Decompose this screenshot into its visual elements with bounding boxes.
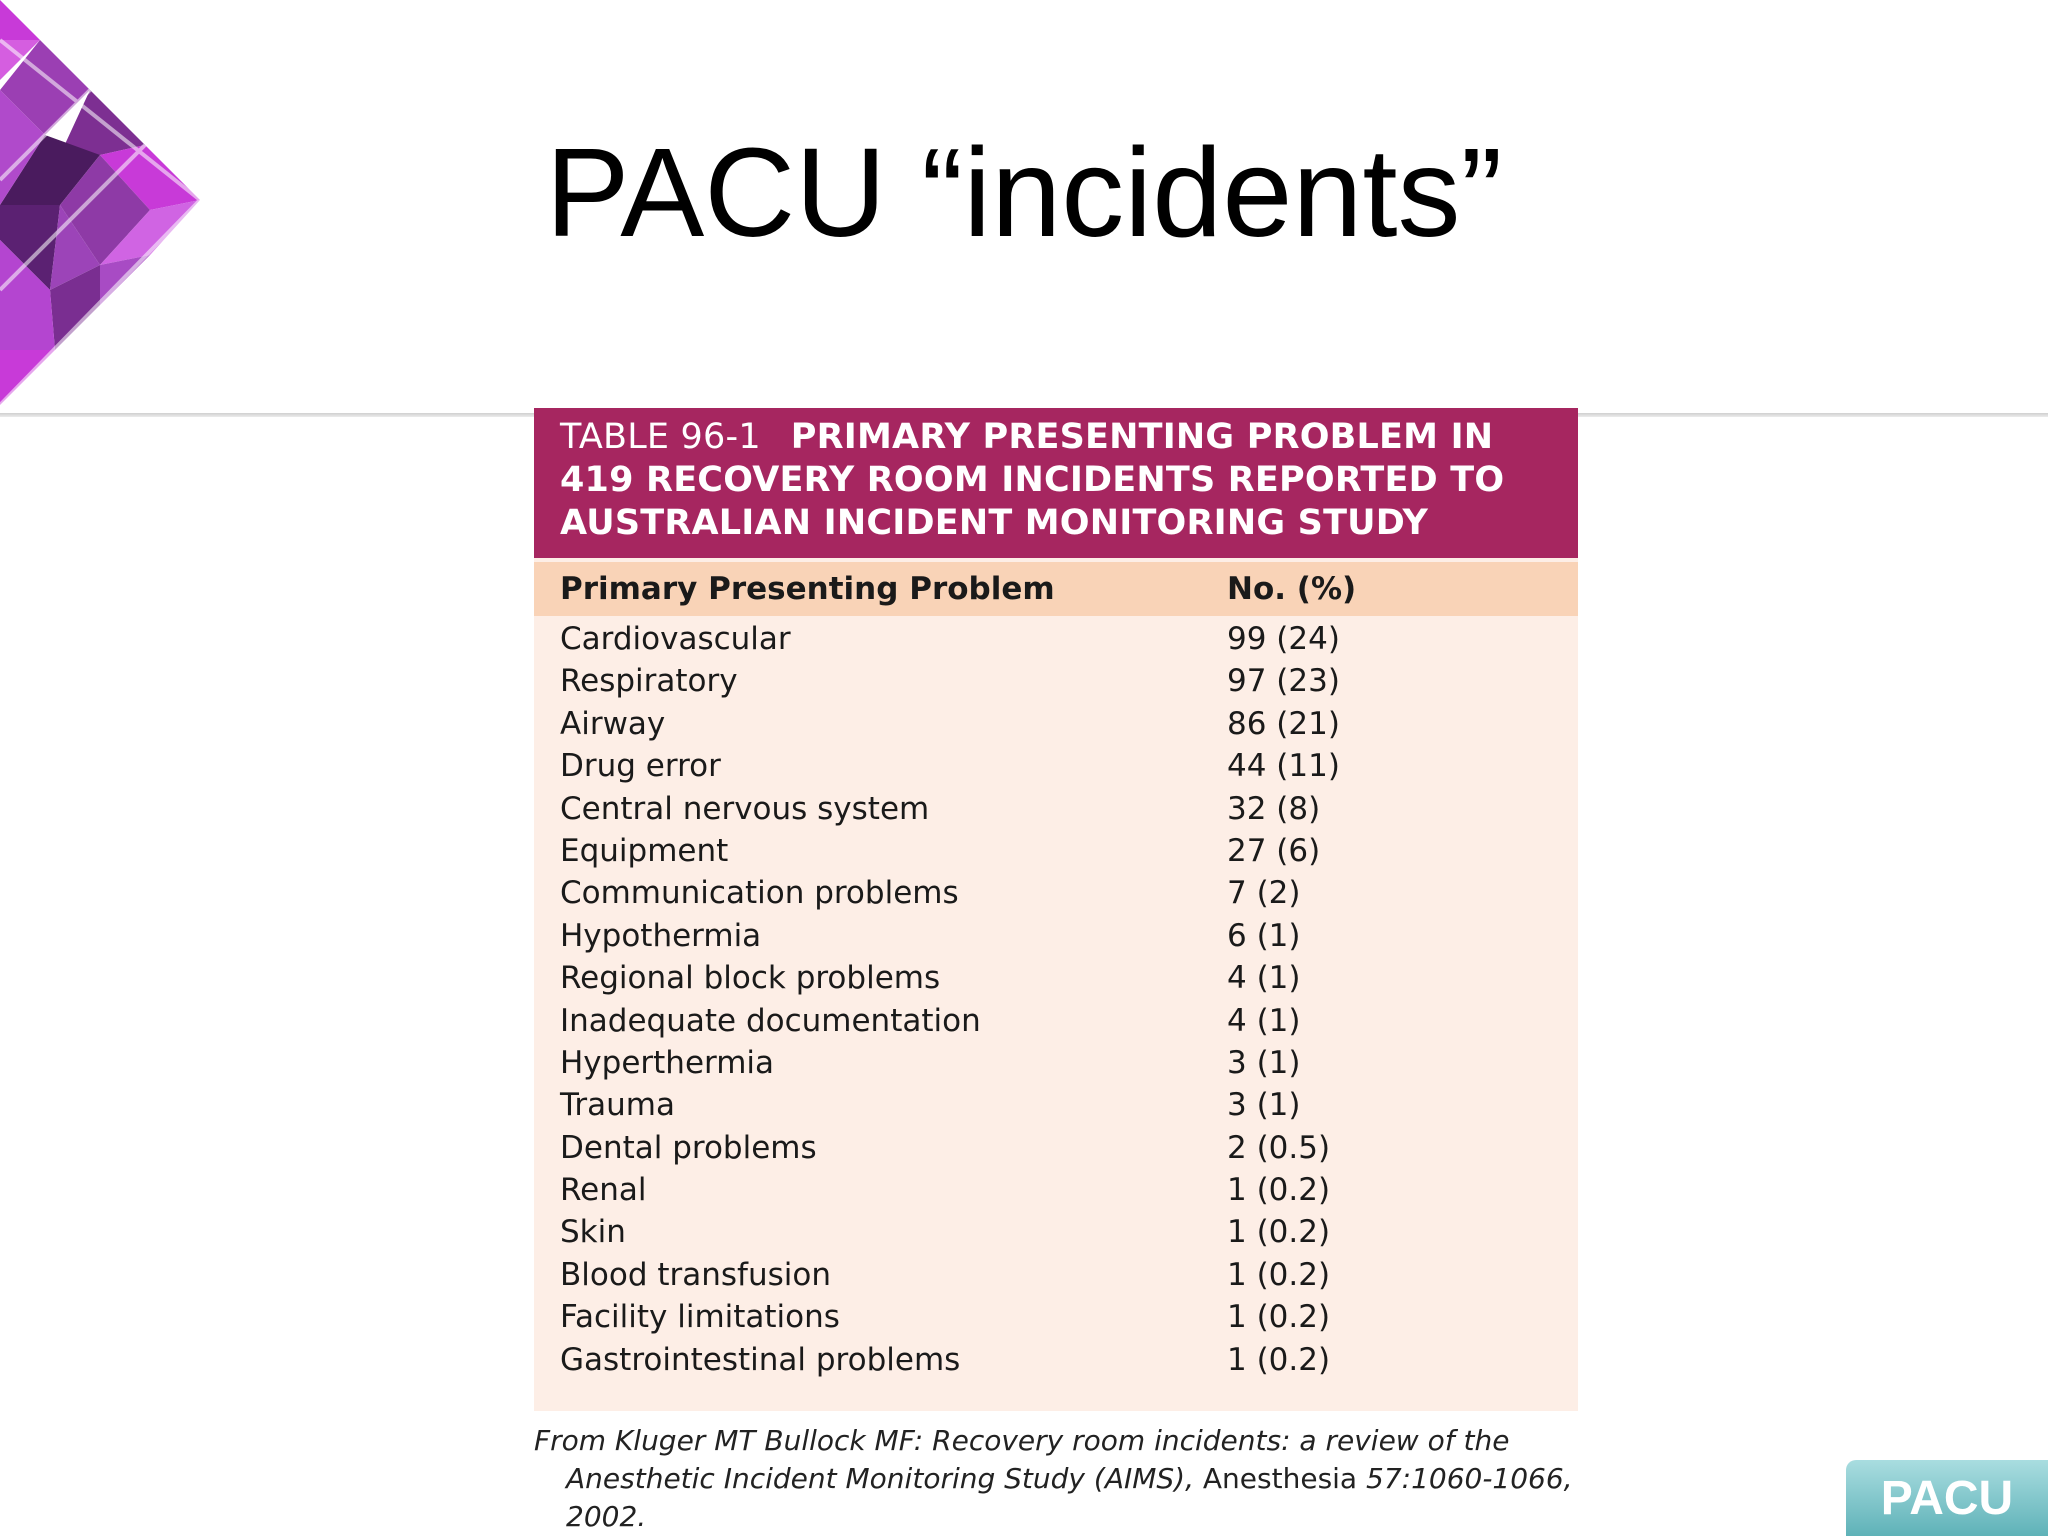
table-row bbox=[534, 1084, 1578, 1126]
table-body bbox=[534, 618, 1578, 1381]
table-row bbox=[534, 915, 1578, 957]
row-problem: Inadequate documentation bbox=[560, 1002, 981, 1039]
citation-part1: From Kluger MT Bullock MF: Recovery room incidents: a review of the bbox=[534, 1424, 1510, 1457]
row-problem: Equipment bbox=[560, 832, 729, 869]
row-problem: Gastrointestinal problems bbox=[560, 1341, 961, 1378]
row-count: 1 (0.2) bbox=[1227, 1214, 1331, 1251]
citation-part3: Anesthesia bbox=[1194, 1462, 1366, 1495]
table-caption-line3: AUSTRALIAN INCIDENT MONITORING STUDY bbox=[560, 503, 1429, 543]
row-problem: Dental problems bbox=[560, 1129, 817, 1166]
row-count: 3 (1) bbox=[1227, 1087, 1301, 1124]
table-row bbox=[534, 1000, 1578, 1042]
table-column-header bbox=[534, 562, 1578, 616]
table-row bbox=[534, 703, 1578, 745]
table-row bbox=[534, 1169, 1578, 1211]
row-problem: Trauma bbox=[560, 1087, 675, 1124]
table-caption-line2: 419 RECOVERY ROOM INCIDENTS REPORTED TO bbox=[560, 460, 1505, 500]
citation-part4: 57:1060-1066, bbox=[1366, 1462, 1573, 1495]
table-row bbox=[534, 618, 1578, 660]
table-row bbox=[534, 957, 1578, 999]
table-row bbox=[534, 1127, 1578, 1169]
row-problem: Blood transfusion bbox=[560, 1256, 831, 1293]
row-problem: Renal bbox=[560, 1172, 647, 1209]
table-row bbox=[534, 660, 1578, 702]
row-problem: Drug error bbox=[560, 748, 721, 785]
row-count: 1 (0.2) bbox=[1227, 1172, 1331, 1209]
row-count: 86 (21) bbox=[1227, 705, 1340, 742]
table-row bbox=[534, 1254, 1578, 1296]
table-row bbox=[534, 830, 1578, 872]
table-row bbox=[534, 788, 1578, 830]
table-row bbox=[534, 745, 1578, 787]
row-problem: Regional block problems bbox=[560, 960, 941, 997]
row-problem: Hypothermia bbox=[560, 917, 762, 954]
table-row bbox=[534, 1042, 1578, 1084]
row-count: 7 (2) bbox=[1227, 875, 1301, 912]
row-count: 27 (6) bbox=[1227, 832, 1321, 869]
logo-tile bbox=[0, 0, 40, 40]
table-caption-text1: PRIMARY PRESENTING PROBLEM IN bbox=[790, 417, 1494, 457]
citation-part5: 2002. bbox=[566, 1500, 647, 1533]
slide-title: PACU “incidents” bbox=[545, 122, 1503, 263]
table-row bbox=[534, 1211, 1578, 1253]
table-row bbox=[534, 1296, 1578, 1338]
row-problem: Central nervous system bbox=[560, 790, 930, 827]
row-problem: Airway bbox=[560, 705, 666, 742]
incidents-table bbox=[534, 408, 1578, 1411]
row-count: 4 (1) bbox=[1227, 1002, 1301, 1039]
row-count: 6 (1) bbox=[1227, 917, 1301, 954]
row-count: 2 (0.5) bbox=[1227, 1129, 1331, 1166]
column-header-problem: Primary Presenting Problem bbox=[560, 571, 1055, 607]
column-header-count: No. (%) bbox=[1227, 571, 1357, 607]
row-problem: Skin bbox=[560, 1214, 626, 1251]
citation-line2 bbox=[534, 1460, 1614, 1498]
row-problem: Cardiovascular bbox=[560, 621, 791, 657]
row-count: 1 (0.2) bbox=[1227, 1299, 1331, 1336]
row-count: 1 (0.2) bbox=[1227, 1341, 1331, 1378]
row-count: 32 (8) bbox=[1227, 790, 1321, 827]
row-count: 97 (23) bbox=[1227, 663, 1340, 700]
row-count: 1 (0.2) bbox=[1227, 1256, 1331, 1293]
table-row bbox=[534, 872, 1578, 914]
row-count: 99 (24) bbox=[1227, 621, 1340, 657]
table-caption bbox=[534, 408, 1578, 558]
table-row bbox=[534, 1339, 1578, 1381]
pacu-badge: PACU bbox=[1846, 1460, 2048, 1536]
row-count: 4 (1) bbox=[1227, 960, 1301, 997]
row-count: 44 (11) bbox=[1227, 748, 1340, 785]
table-caption-line1 bbox=[560, 416, 1552, 459]
row-count: 3 (1) bbox=[1227, 1044, 1301, 1081]
citation-part2: Anesthetic Incident Monitoring Study (AIMS), bbox=[566, 1462, 1194, 1495]
table-number: TABLE 96-1 bbox=[560, 417, 761, 457]
source-citation bbox=[534, 1422, 1614, 1536]
row-problem: Hyperthermia bbox=[560, 1044, 775, 1081]
row-problem: Communication problems bbox=[560, 875, 959, 912]
row-problem: Respiratory bbox=[560, 663, 738, 700]
row-problem: Facility limitations bbox=[560, 1299, 840, 1336]
